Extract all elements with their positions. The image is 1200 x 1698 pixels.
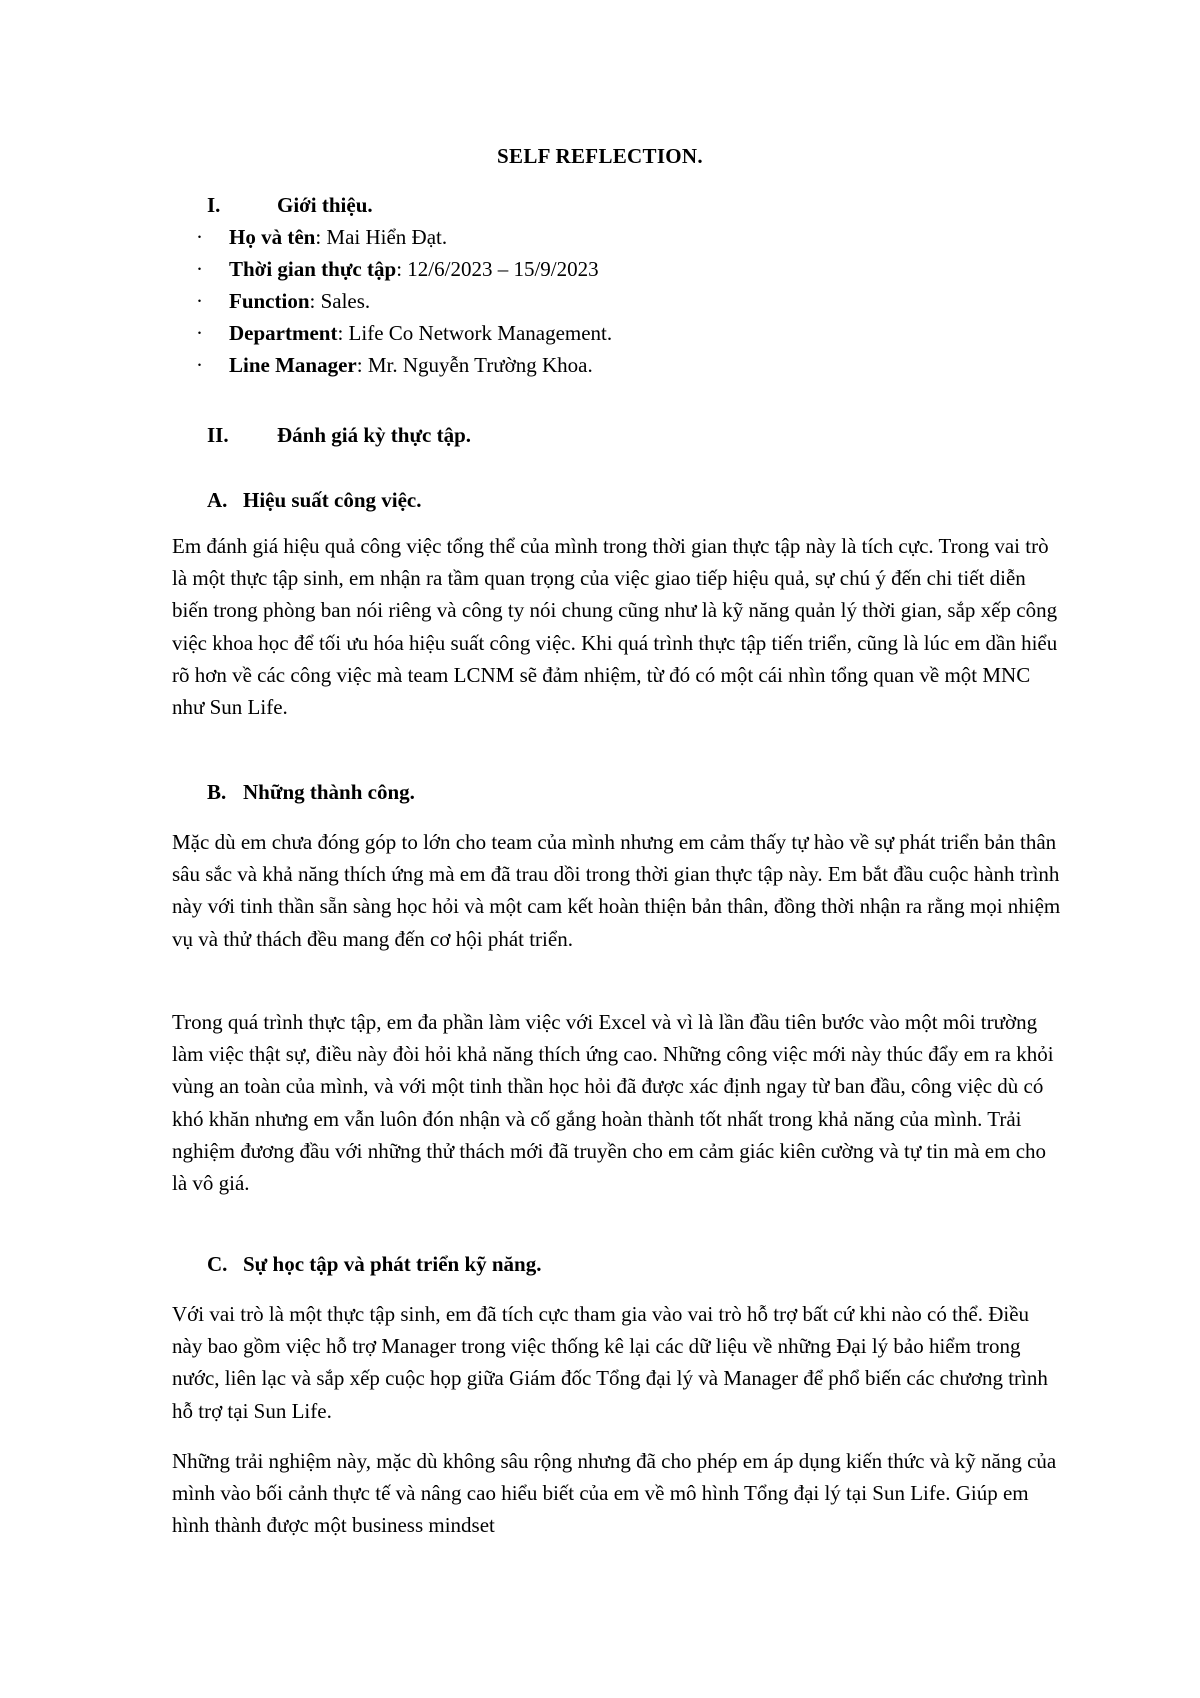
bullet-key: Department <box>229 321 338 345</box>
subsection-b-label: Những thành công. <box>243 780 415 804</box>
bullet-value: : Mr. Nguyễn Trường Khoa. <box>356 353 593 377</box>
bullet-marker: · <box>196 321 203 345</box>
section-1-label: Giới thiệu. <box>277 193 373 217</box>
subsection-a-heading <box>207 488 422 513</box>
bullet-key: Function <box>229 289 310 313</box>
paragraph-learning-1: Với vai trò là một thực tập sinh, em đã tích cực tham gia vào vai trò hỗ trợ bất cứ khi nào có thể. Điều này bao gồm việc hỗ trợ Manager trong việc thống kê lại các dữ liệu về những Đại lý bảo hiểm trong nước, liên lạc và sắp xếp cuộc họp giữa Giám đốc Tổng đại lý và Manager để phổ biến các chương trình hỗ trợ tại Sun Life. <box>172 1302 1048 1423</box>
bullet-value: : Mai Hiển Đạt. <box>315 225 448 249</box>
bullet-key: Họ và tên <box>229 225 316 249</box>
page-title: SELF REFLECTION. <box>497 144 703 168</box>
subsection-c-label: Sự học tập và phát triển kỹ năng. <box>243 1252 542 1276</box>
subsection-b-heading <box>207 780 415 805</box>
subsection-a-letter: A. <box>207 488 228 512</box>
bullet-marker: · <box>196 257 203 281</box>
bullet-marker: · <box>196 225 203 249</box>
subsection-a-label: Hiệu suất công việc. <box>243 488 422 512</box>
bullet-marker: · <box>196 289 203 313</box>
bullet-value: : Sales. <box>309 289 371 313</box>
bullet-marker: · <box>196 353 203 377</box>
paragraph-performance: Em đánh giá hiệu quả công việc tổng thể của mình trong thời gian thực tập này là tích cực. Trong vai trò là một thực tập sinh, em nhận ra tầm quan trọng của việc giao tiếp hiệu quả, sự chú ý đến chi tiết diễn biến trong phòng ban nói riêng và công ty nói chung cũng như là kỹ năng quản lý thời gian, sắp xếp công việc khoa học để tối ưu hóa hiệu suất công việc. Khi quá trình thực tập tiến triển, cũng là lúc em dần hiểu rõ hơn về các công việc mà team LCNM sẽ đảm nhiệm, từ đó có một cái nhìn tổng quan về một MNC như Sun Life. <box>172 534 1058 720</box>
subsection-c-heading <box>207 1252 542 1277</box>
paragraph-achievements-2: Trong quá trình thực tập, em đa phần làm việc với Excel và vì là lần đầu tiên bước vào một môi trường làm việc thật sự, điều này đòi hỏi khả năng thích ứng cao. Những công việc mới này thúc đẩy em ra khỏi vùng an toàn của mình, và với một tinh thần học hỏi đã được xác định ngay từ ban đầu, công việc dù có khó khăn nhưng em vẫn luôn đón nhận và cố gắng hoàn thành tốt nhất trong khả năng của mình. Trải nghiệm đương đầu với những thử thách mới đã truyền cho em cảm giác kiên cường và tự tin mà em cho là vô giá. <box>172 1010 1054 1196</box>
paragraph-achievements-1: Mặc dù em chưa đóng góp to lớn cho team của mình nhưng em cảm thấy tự hào về sự phát triển bản thân sâu sắc và khả năng thích ứng mà em đã trau dồi trong thời gian thực tập này. Em bắt đầu cuộc hành trình này với tinh thần sẵn sàng học hỏi và một cam kết hoàn thiện bản thân, đồng thời nhận ra rằng mọi nhiệm vụ và thử thách đều mang đến cơ hội phát triển. <box>172 830 1061 951</box>
subsection-b-letter: B. <box>207 780 227 804</box>
subsection-c-letter: C. <box>207 1252 228 1276</box>
section-2-number: II. <box>207 423 229 447</box>
bullet-value: : Life Co Network Management. <box>337 321 613 345</box>
section-1-number: I. <box>207 193 221 217</box>
bullet-value: : 12/6/2023 – 15/9/2023 <box>396 257 599 281</box>
paragraph-learning-2: Những trải nghiệm này, mặc dù không sâu rộng nhưng đã cho phép em áp dụng kiến thức và kỹ năng của mình vào bối cảnh thực tế và nâng cao hiểu biết của em về mô hình Tổng đại lý tại Sun Life. Giúp em hình thành được một business mindset <box>172 1449 1057 1538</box>
section-2-label: Đánh giá kỳ thực tập. <box>277 423 472 447</box>
bullet-key: Line Manager <box>229 353 357 377</box>
bullet-key: Thời gian thực tập <box>229 257 397 281</box>
